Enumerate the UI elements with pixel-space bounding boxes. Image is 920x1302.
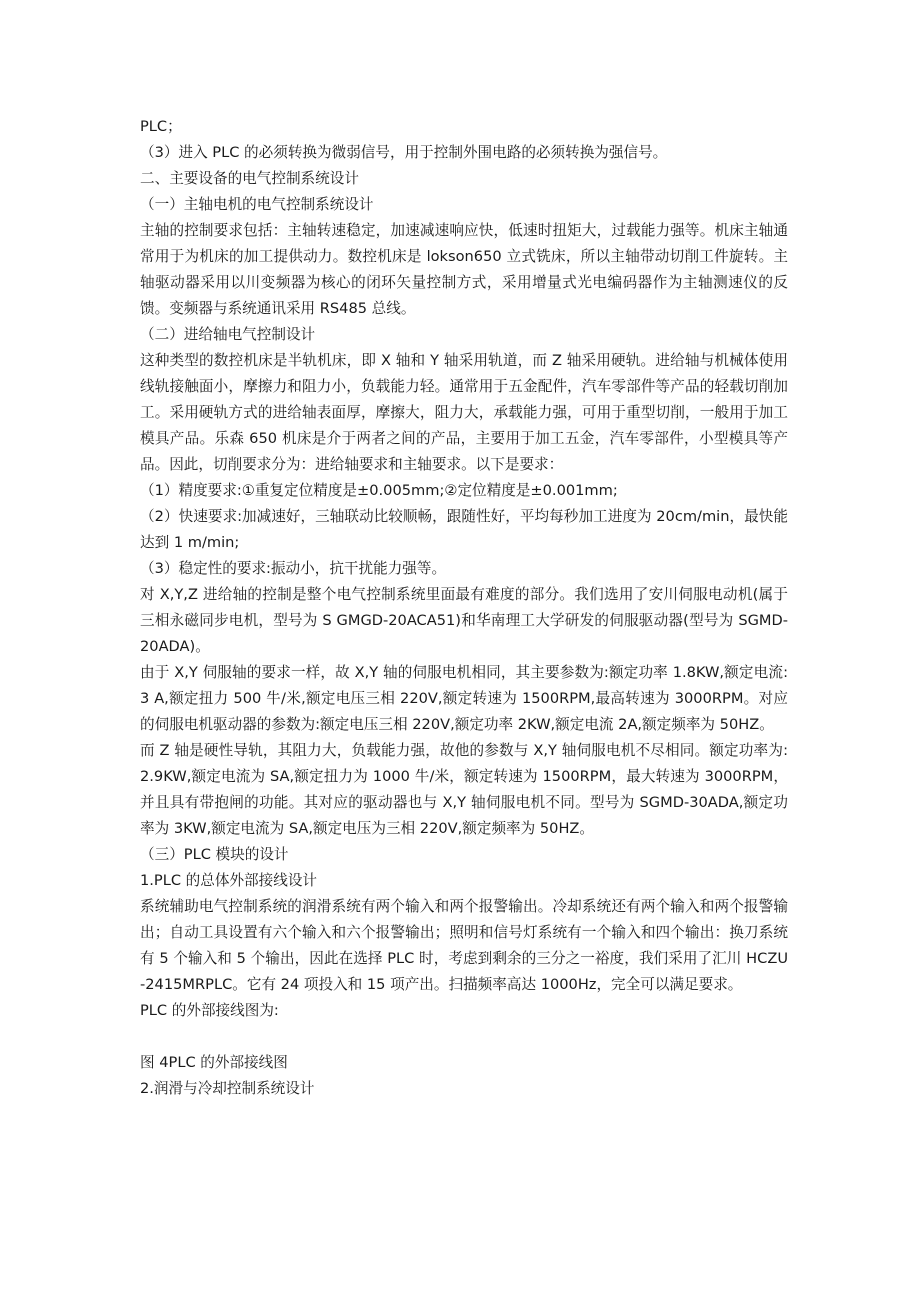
heading-lubrication-cooling: 2.润滑与冷却控制系统设计 [140,1080,315,1097]
paragraph-signal-conversion: （3）进入 PLC 的必须转换为微弱信号，用于控制外围电路的必须转换为强信号。 [140,144,668,161]
section-heading-main-equipment: 二、主要设备的电气控制系统设计 [140,170,359,187]
paragraph-feed-axis-description: 这种类型的数控机床是半轨机床，即 X 轴和 Y 轴采用轨道，而 Z 轴采用硬轨。进给轴与机械体使用线轨接触面小，摩擦力和阻力小，负载能力轻。通常用于五金配件，汽车零部件等产品的轻载切削加工。采用硬轨方式的进给轴表面厚，摩擦大，阻力大，承载能力强，可用于重型切削，一般用于加工模具产品。乐森 650 机床是介于两者之间的产品，主要用于加工五金，汽车零部件，小型模具等产品。因此，切削要求分为：进给轴要求和主轴要求。以下是要求： [140,352,788,473]
list-item-speed-requirement: （2）快速要求:加减速好，三轴联动比较顺畅，跟随性好，平均每秒加工进度为 20cm/min，最快能达到 1 m/min; [140,508,788,551]
paragraph-servo-selection: 对 X,Y,Z 进给轴的控制是整个电气控制系统里面最有难度的部分。我们选用了安川伺服电动机(属于三相永磁同步电机，型号为 S GMGD-20ACA51)和华南理工大学研发的伺服驱动器(型号为 SGMD-20ADA)。 [140,586,788,655]
heading-plc-wiring-design: 1.PLC 的总体外部接线设计 [140,872,318,889]
paragraph-z-axis-parameters: 而 Z 轴是硬性导轨，其阻力大，负载能力强，故他的参数与 X,Y 轴伺服电机不尽相同。额定功率为:2.9KW,额定电流为 SA,额定扭力为 1000 牛/米，额定转速为 1500RPM，最大转速为 3000RPM，并且具有带抱闸的功能。其对应的驱动器也与 X,Y 轴伺服电机不同。型号为 SGMD-30ADA,额定功率为 3KW,额定电流为 SA,额定电压为三相 220V,额定频率为 50HZ。 [140,742,788,837]
subsection-heading-plc-module: （三）PLC 模块的设计 [140,846,289,863]
document-body [140,114,788,1102]
subsection-heading-spindle: （一）主轴电机的电气控制系统设计 [140,196,374,213]
figure-placeholder-gap [140,1024,788,1050]
paragraph-plc-io-selection: 系统辅助电气控制系统的润滑系统有两个输入和两个报警输出。冷却系统还有两个输入和两个报警输出；自动工具设置有六个输入和六个报警输出；照明和信号灯系统有一个输入和四个输出：换刀系统有 5 个输入和 5 个输出，因此在选择 PLC 时，考虑到剩余的三分之一裕度，我们采用了汇川 HCZU-2415MRPLC。它有 24 项投入和 15 项产出。扫描频率高达 1000Hz，完全可以满足要求。 [140,898,788,993]
figure-caption: 图 4PLC 的外部接线图 [140,1054,288,1071]
paragraph-wiring-diagram-intro: PLC 的外部接线图为: [140,1002,279,1019]
paragraph-xy-servo-parameters: 由于 X,Y 伺服轴的要求一样，故 X,Y 轴的伺服电机相同，其主要参数为:额定功率 1.8KW,额定电流:3 A,额定扭力 500 牛/米,额定电压三相 220V,额定转速为 1500RPM,最高转速为 3000RPM。对应的伺服电机驱动器的参数为:额定电压三相 220V,额定功率 2KW,额定电流 2A,额定频率为 50HZ。 [140,664,788,733]
paragraph-plc-fragment: PLC； [140,118,182,135]
subsection-heading-feed-axis: （二）进给轴电气控制设计 [140,326,316,343]
list-item-stability-requirement: （3）稳定性的要求:振动小，抗干扰能力强等。 [140,560,447,577]
paragraph-spindle-requirements: 主轴的控制要求包括：主轴转速稳定，加速减速响应快，低速时扭矩大，过载能力强等。机床主轴通常用于为机床的加工提供动力。数控机床是 lokson650 立式铣床，所以主轴带动切削工件旋转。主轴驱动器采用以川变频器为核心的闭环矢量控制方式，采用增量式光电编码器作为主轴测速仪的反馈。变频器与系统通讯采用 RS485 总线。 [140,222,788,317]
list-item-precision-requirement: （1）精度要求:①重复定位精度是±0.005mm;②定位精度是±0.001mm; [140,482,618,499]
